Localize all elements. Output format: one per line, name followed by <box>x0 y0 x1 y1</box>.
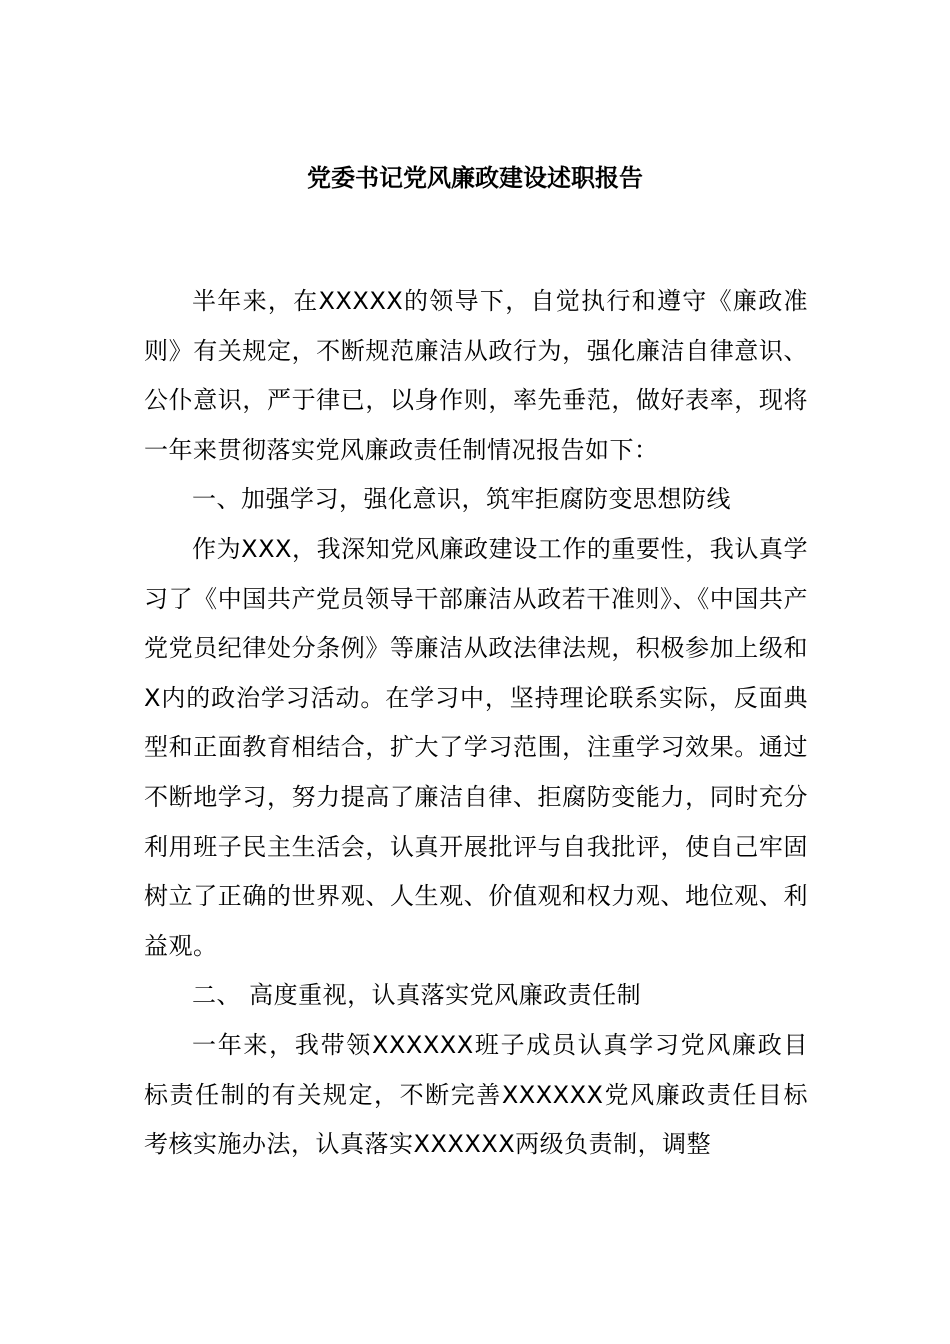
paragraph-intro: 半年来，在XXXXX的领导下，自觉执行和遵守《廉政准则》有关规定，不断规范廉洁从政行为，强化廉洁自律意识、公仆意识，严于律已，以身作则，率先垂范，做好表率，现将一年来贯彻落实党风廉政责任制情况报告如下： <box>144 287 808 464</box>
document-title: 党委书记党风廉政建设述职报告 <box>307 163 643 192</box>
document-body <box>144 277 808 1170</box>
section-heading-1: 一、加强学习，强化意识，筑牢拒腐防变思想防线 <box>192 485 731 514</box>
paragraph-study: 作为XXX，我深知党风廉政建设工作的重要性，我认真学习了《中国共产党员领导干部廉洁从政若干准则》、《中国共产党党员纪律处分条例》等廉洁从政法律法规，积极参加上级和X内的政治学习活动。在学习中，坚持理论联系实际，反面典型和正面教育相结合，扩大了学习范围，注重学习效果。通过不断地学习，努力提高了廉洁自律、拒腐防变能力，同时充分利用班子民主生活会，认真开展批评与自我批评，使自己牢固树立了正确的世界观、人生观、价值观和权力观、地位观、利益观。 <box>144 534 808 960</box>
paragraph-responsibility: 一年来，我带领XXXXXX班子成员认真学习党风廉政目标责任制的有关规定，不断完善XXXXXX党风廉政责任目标考核实施办法，认真落实XXXXXX两级负责制，调整 <box>144 1030 808 1159</box>
section-heading-2: 二、 高度重视，认真落实党风廉政责任制 <box>192 981 642 1010</box>
